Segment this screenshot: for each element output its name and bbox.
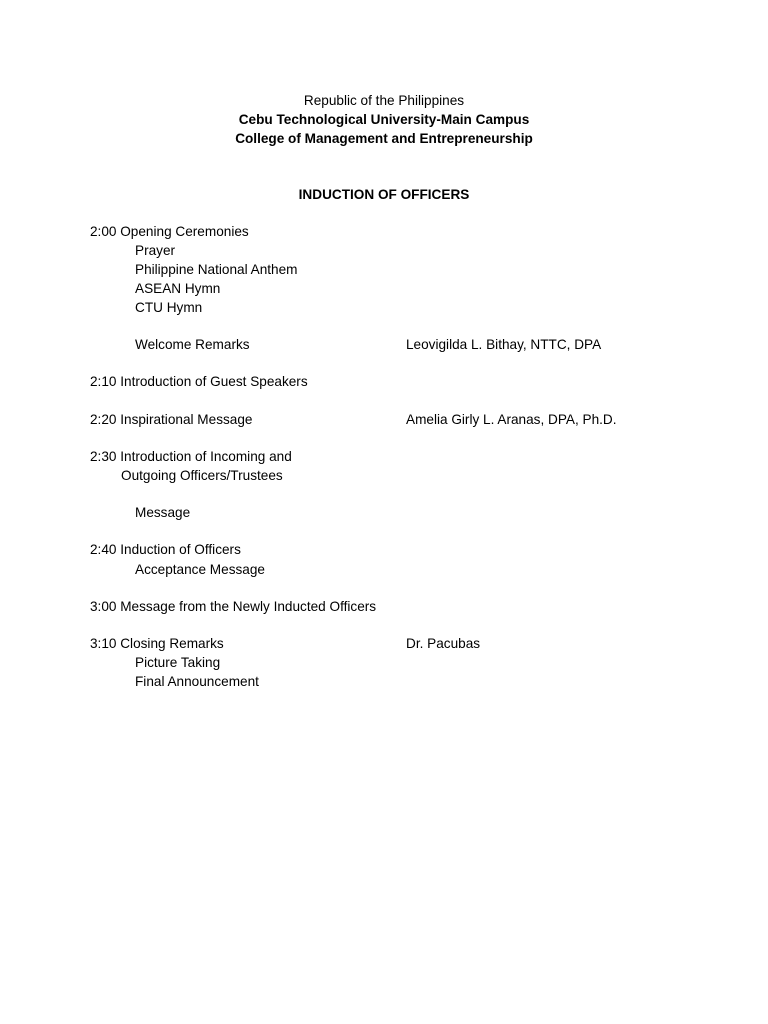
program-subitem-final-announcement: Final Announcement [135, 674, 259, 689]
program-subitem-picture-taking: Picture Taking [135, 655, 221, 670]
program-item-closing: 3:10 Closing Remarks [90, 636, 224, 651]
program-item-guest-speakers: 2:10 Introduction of Guest Speakers [90, 374, 308, 389]
document-title: INDUCTION OF OFFICERS [298, 187, 470, 202]
program-subitem-acceptance: Acceptance Message [135, 562, 265, 577]
program-item-induction: 2:40 Induction of Officers [90, 542, 241, 557]
program-subitem-message: Message [135, 505, 191, 520]
header-college: College of Management and Entrepreneurship [235, 131, 533, 146]
program-subitem-ctu-hymn: CTU Hymn [135, 300, 203, 315]
program-item-newly-inducted: 3:00 Message from the Newly Inducted Officers [90, 599, 377, 614]
speaker-inspirational: Amelia Girly L. Aranas, DPA, Ph.D. [406, 412, 617, 427]
program-item-officers-intro-continuation: Outgoing Officers/Trustees [121, 468, 283, 483]
program-subitem-anthem: Philippine National Anthem [135, 262, 298, 277]
program-item-opening: 2:00 Opening Ceremonies [90, 224, 249, 239]
header-republic: Republic of the Philippines [303, 93, 465, 108]
header-university: Cebu Technological University-Main Campus [238, 112, 530, 127]
program-subitem-prayer: Prayer [135, 243, 176, 258]
program-item-welcome: Welcome Remarks [135, 337, 250, 352]
program-subitem-asean-hymn: ASEAN Hymn [135, 281, 221, 296]
speaker-welcome: Leovigilda L. Bithay, NTTC, DPA [406, 337, 602, 352]
program-item-inspirational: 2:20 Inspirational Message [90, 412, 253, 427]
program-item-officers-intro: 2:30 Introduction of Incoming and [90, 449, 292, 464]
speaker-closing: Dr. Pacubas [406, 636, 481, 651]
